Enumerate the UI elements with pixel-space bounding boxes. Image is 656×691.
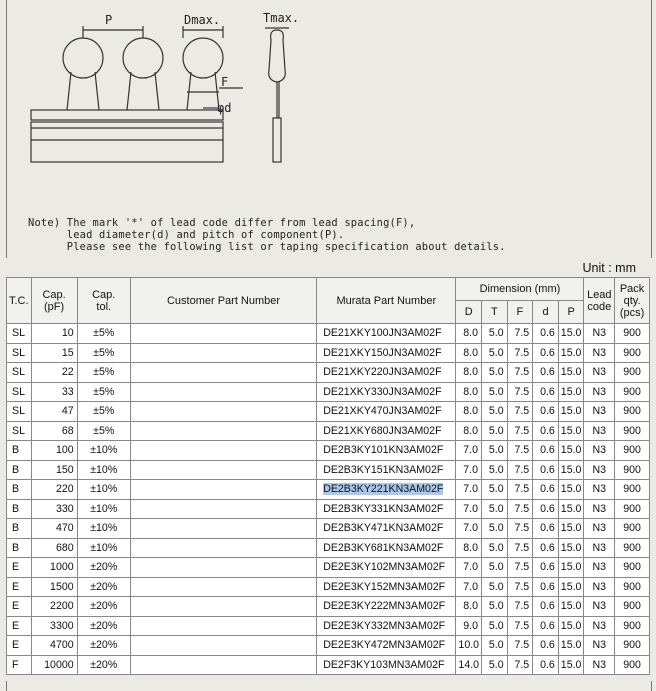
dim-T-cell: 5.0 [482,324,508,344]
pack-qty-cell: 900 [615,441,650,461]
murata-part-cell[interactable]: DE21XKY220JN3AM02F [317,363,456,383]
dim-D-cell: 14.0 [456,655,482,675]
dim-P-cell: 15.0 [558,441,584,461]
dim-D-cell: 7.0 [456,577,482,597]
header-murata-part: Murata Part Number [317,278,456,324]
dim-T-cell: 5.0 [482,343,508,363]
table-row [7,538,650,558]
murata-part-cell[interactable]: DE2E3KY102MN3AM02F [317,558,456,578]
dim-T-cell: 5.0 [482,402,508,422]
cap-cell: 22 [31,363,77,383]
lead-code-cell: N3 [584,616,615,636]
customer-part-cell [130,343,316,363]
dim-F-cell: 7.5 [507,441,533,461]
customer-part-cell [130,421,316,441]
dim-P-cell: 15.0 [558,558,584,578]
dim-T-cell: 5.0 [482,421,508,441]
header-lead-code: Lead code [584,278,615,324]
dim-d-cell: 0.6 [533,343,559,363]
header-tol: Cap. tol. [77,278,130,324]
pack-qty-cell: 900 [615,577,650,597]
dim-P-cell: 15.0 [558,324,584,344]
pack-qty-cell: 900 [615,655,650,675]
murata-part-cell[interactable]: DE2E3KY152MN3AM02F [317,577,456,597]
lead-code-cell: N3 [584,441,615,461]
dim-d-cell: 0.6 [533,519,559,539]
unit-label: Unit : mm [582,261,636,275]
cap-cell: 1000 [31,558,77,578]
dim-D-cell: 7.0 [456,558,482,578]
dim-d-cell: 0.6 [533,324,559,344]
pack-qty-cell: 900 [615,402,650,422]
tol-cell: ±5% [77,402,130,422]
cap-cell: 330 [31,499,77,519]
cap-cell: 68 [31,421,77,441]
dim-D-cell: 8.0 [456,538,482,558]
header-P: P [558,301,584,324]
cap-cell: 47 [31,402,77,422]
lead-dia-label: φd [217,101,232,115]
dim-F-cell: 7.5 [507,363,533,383]
customer-part-cell [130,616,316,636]
dim-D-cell: 8.0 [456,421,482,441]
lead-code-cell: N3 [584,460,615,480]
dim-T-cell: 5.0 [482,616,508,636]
murata-part-cell[interactable]: DE21XKY150JN3AM02F [317,343,456,363]
side-view-tape [273,118,281,162]
dim-D-cell: 7.0 [456,480,482,500]
cap-cell: 33 [31,382,77,402]
dim-d-cell: 0.6 [533,441,559,461]
cap-cell: 4700 [31,636,77,656]
pack-qty-cell: 900 [615,421,650,441]
customer-part-cell [130,538,316,558]
cap-cell: 10 [31,324,77,344]
tc-cell: B [7,441,32,461]
header-T: T [482,301,508,324]
tol-cell: ±5% [77,324,130,344]
spec-table [6,277,650,675]
dim-d-cell: 0.6 [533,363,559,383]
pack-qty-cell: 900 [615,460,650,480]
dim-P-cell: 15.0 [558,343,584,363]
tc-cell: SL [7,363,32,383]
dim-P-cell: 15.0 [558,460,584,480]
table-row [7,655,650,675]
dim-P-cell: 15.0 [558,519,584,539]
dim-F-cell: 7.5 [507,558,533,578]
dim-T-cell: 5.0 [482,655,508,675]
table-row [7,460,650,480]
cap-cell: 470 [31,519,77,539]
dim-D-cell: 8.0 [456,343,482,363]
customer-part-cell [130,363,316,383]
lead-code-cell: N3 [584,421,615,441]
note-line: Note) The mark '*' of lead code differ from lead spacing(F), [28,217,416,229]
tol-cell: ±20% [77,636,130,656]
tol-cell: ±5% [77,382,130,402]
pack-qty-cell: 900 [615,480,650,500]
pack-qty-cell: 900 [615,382,650,402]
dim-P-cell: 15.0 [558,538,584,558]
dmax-label: Dmax. [184,13,221,27]
tc-cell: F [7,655,32,675]
cap-cell: 1500 [31,577,77,597]
dim-D-cell: 7.0 [456,499,482,519]
customer-part-cell [130,324,316,344]
dim-D-cell: 7.0 [456,460,482,480]
dim-D-cell: 9.0 [456,616,482,636]
lead-code-cell: N3 [584,402,615,422]
tc-cell: E [7,616,32,636]
dim-D-cell: 7.0 [456,441,482,461]
cap-cell: 150 [31,460,77,480]
dim-P-cell: 15.0 [558,499,584,519]
murata-part-cell[interactable]: DE21XKY680JN3AM02F [317,421,456,441]
pack-qty-cell: 900 [615,519,650,539]
dim-F-cell: 7.5 [507,460,533,480]
dim-P-cell: 15.0 [558,402,584,422]
dim-d-cell: 0.6 [533,616,559,636]
tc-cell: SL [7,402,32,422]
dim-P-cell: 15.0 [558,363,584,383]
tol-cell: ±10% [77,538,130,558]
lead-code-cell: N3 [584,655,615,675]
table-row [7,382,650,402]
cap-cell: 100 [31,441,77,461]
customer-part-cell [130,460,316,480]
customer-part-cell [130,441,316,461]
dim-P-cell: 15.0 [558,577,584,597]
dim-d-cell: 0.6 [533,636,559,656]
lead-code-cell: N3 [584,519,615,539]
note-line: lead diameter(d) and pitch of component(P). [28,229,345,241]
murata-part-cell[interactable]: DE2E3KY332MN3AM02F [317,616,456,636]
dim-F-cell: 7.5 [507,655,533,675]
dim-T-cell: 5.0 [482,636,508,656]
table-row [7,441,650,461]
dim-D-cell: 8.0 [456,597,482,617]
dim-F-cell: 7.5 [507,480,533,500]
lead-code-cell: N3 [584,636,615,656]
tol-cell: ±20% [77,558,130,578]
dim-D-cell: 10.0 [456,636,482,656]
lead-code-cell: N3 [584,558,615,578]
dim-d-cell: 0.6 [533,382,559,402]
pack-qty-cell: 900 [615,597,650,617]
tc-cell: E [7,636,32,656]
tc-cell: SL [7,421,32,441]
dim-T-cell: 5.0 [482,441,508,461]
table-row [7,616,650,636]
header-d: d [533,301,559,324]
dim-T-cell: 5.0 [482,597,508,617]
dim-P-cell: 15.0 [558,597,584,617]
lead-code-cell: N3 [584,577,615,597]
dim-F-cell: 7.5 [507,324,533,344]
tmax-label: Tmax. [263,11,300,25]
side-view-body [269,30,286,82]
table-row [7,499,650,519]
tol-cell: ±10% [77,480,130,500]
tc-cell: B [7,538,32,558]
cap-cell: 10000 [31,655,77,675]
dim-P-cell: 15.0 [558,616,584,636]
lead-code-cell: N3 [584,382,615,402]
murata-part-cell[interactable]: DE2B3KY151KN3AM02F [317,460,456,480]
tol-cell: ±20% [77,655,130,675]
pitch-label: P [105,13,113,27]
lead-code-cell: N3 [584,538,615,558]
table-row [7,636,650,656]
table-row [7,577,650,597]
tol-cell: ±10% [77,460,130,480]
dim-F-cell: 7.5 [507,402,533,422]
lead-code-cell: N3 [584,324,615,344]
capacitor-body-1 [63,38,103,78]
dim-P-cell: 15.0 [558,421,584,441]
tape-top [31,110,223,120]
dim-P-cell: 15.0 [558,655,584,675]
dim-T-cell: 5.0 [482,382,508,402]
customer-part-cell [130,597,316,617]
pack-qty-cell: 900 [615,324,650,344]
dim-F-cell: 7.5 [507,597,533,617]
customer-part-cell [130,558,316,578]
dim-F-cell: 7.5 [507,577,533,597]
murata-part-cell[interactable]: DE2B3KY681KN3AM02F [317,538,456,558]
dim-D-cell: 8.0 [456,363,482,383]
pack-qty-cell: 900 [615,499,650,519]
header-D: D [456,301,482,324]
note-line: Please see the following list or taping specification about details. [28,241,506,253]
selected-text[interactable]: DE2B3KY221KN3AM02F [323,483,444,496]
dim-d-cell: 0.6 [533,577,559,597]
lead-code-cell: N3 [584,499,615,519]
lead-code-cell: N3 [584,343,615,363]
tol-cell: ±10% [77,441,130,461]
customer-part-cell [130,499,316,519]
capacitor-body-3 [183,38,223,78]
murata-part-cell[interactable]: DE2B3KY331KN3AM02F [317,499,456,519]
cap-cell: 2200 [31,597,77,617]
customer-part-cell [130,519,316,539]
pack-qty-cell: 900 [615,616,650,636]
dim-d-cell: 0.6 [533,421,559,441]
dim-P-cell: 15.0 [558,382,584,402]
tc-cell: B [7,499,32,519]
tc-cell: B [7,460,32,480]
dim-T-cell: 5.0 [482,480,508,500]
dim-F-cell: 7.5 [507,616,533,636]
dim-F-cell: 7.5 [507,499,533,519]
dim-T-cell: 5.0 [482,538,508,558]
lead-code-cell: N3 [584,597,615,617]
dim-d-cell: 0.6 [533,558,559,578]
table-row [7,480,650,500]
tol-cell: ±5% [77,343,130,363]
dim-T-cell: 5.0 [482,499,508,519]
customer-part-cell [130,577,316,597]
table-row [7,343,650,363]
header-dimension: Dimension (mm) [456,278,584,301]
customer-part-cell [130,636,316,656]
table-row [7,363,650,383]
tc-cell: B [7,519,32,539]
capacitor-body-2 [123,38,163,78]
cap-cell: 680 [31,538,77,558]
dim-F-cell: 7.5 [507,382,533,402]
dim-F-cell: 7.5 [507,343,533,363]
dim-D-cell: 8.0 [456,324,482,344]
dim-T-cell: 5.0 [482,460,508,480]
tc-cell: E [7,577,32,597]
customer-part-cell [130,382,316,402]
dim-F-cell: 7.5 [507,538,533,558]
tc-cell: SL [7,324,32,344]
dim-D-cell: 8.0 [456,382,482,402]
tc-cell: B [7,480,32,500]
tol-cell: ±10% [77,519,130,539]
dim-P-cell: 15.0 [558,480,584,500]
table-row [7,519,650,539]
dim-P-cell: 15.0 [558,636,584,656]
header-cap: Cap. (pF) [31,278,77,324]
note-text [28,217,628,253]
dim-d-cell: 0.6 [533,655,559,675]
dim-d-cell: 0.6 [533,480,559,500]
murata-part-cell[interactable]: DE21XKY330JN3AM02F [317,382,456,402]
dim-d-cell: 0.6 [533,597,559,617]
cap-cell: 15 [31,343,77,363]
table-row [7,402,650,422]
customer-part-cell [130,480,316,500]
lead-code-cell: N3 [584,480,615,500]
tol-cell: ±20% [77,616,130,636]
murata-part-cell[interactable]: DE2E3KY222MN3AM02F [317,597,456,617]
murata-part-cell[interactable]: DE2B3KY471KN3AM02F [317,519,456,539]
table-row [7,558,650,578]
tol-cell: ±10% [77,499,130,519]
tol-cell: ±20% [77,577,130,597]
dim-d-cell: 0.6 [533,538,559,558]
tol-cell: ±5% [77,421,130,441]
table-row [7,324,650,344]
dim-d-cell: 0.6 [533,499,559,519]
murata-part-cell[interactable]: DE2E3KY472MN3AM02F [317,636,456,656]
tc-cell: SL [7,382,32,402]
table-row [7,597,650,617]
table-row [7,421,650,441]
customer-part-cell [130,402,316,422]
murata-part-cell[interactable]: DE2B3KY101KN3AM02F [317,441,456,461]
dim-F-cell: 7.5 [507,421,533,441]
cap-cell: 220 [31,480,77,500]
dim-F-cell: 7.5 [507,636,533,656]
customer-part-cell [130,655,316,675]
murata-part-cell[interactable]: DE21XKY470JN3AM02F [317,402,456,422]
dim-d-cell: 0.6 [533,460,559,480]
dim-T-cell: 5.0 [482,558,508,578]
dim-T-cell: 5.0 [482,519,508,539]
cap-cell: 3300 [31,616,77,636]
header-customer-part: Customer Part Number [130,278,316,324]
pack-qty-cell: 900 [615,363,650,383]
murata-part-cell[interactable]: DE21XKY100JN3AM02F [317,324,456,344]
tc-cell: SL [7,343,32,363]
dim-T-cell: 5.0 [482,363,508,383]
tc-cell: E [7,558,32,578]
pack-qty-cell: 900 [615,636,650,656]
header-pack-qty: Pack qty. (pcs) [615,278,650,324]
dim-T-cell: 5.0 [482,577,508,597]
tol-cell: ±20% [77,597,130,617]
murata-part-cell[interactable]: DE2F3KY103MN3AM02F [317,655,456,675]
tol-cell: ±5% [77,363,130,383]
lead-spacing-label: F [221,75,229,89]
page-bottom [6,681,652,691]
dim-d-cell: 0.6 [533,402,559,422]
header-F: F [507,301,533,324]
header-tc: T.C. [7,278,32,324]
dim-F-cell: 7.5 [507,519,533,539]
pack-qty-cell: 900 [615,538,650,558]
lead-code-cell: N3 [584,363,615,383]
pack-qty-cell: 900 [615,558,650,578]
dim-D-cell: 7.0 [456,519,482,539]
tc-cell: E [7,597,32,617]
table-body [7,324,650,675]
murata-part-cell[interactable] [317,480,456,500]
pack-qty-cell: 900 [615,343,650,363]
dim-D-cell: 8.0 [456,402,482,422]
